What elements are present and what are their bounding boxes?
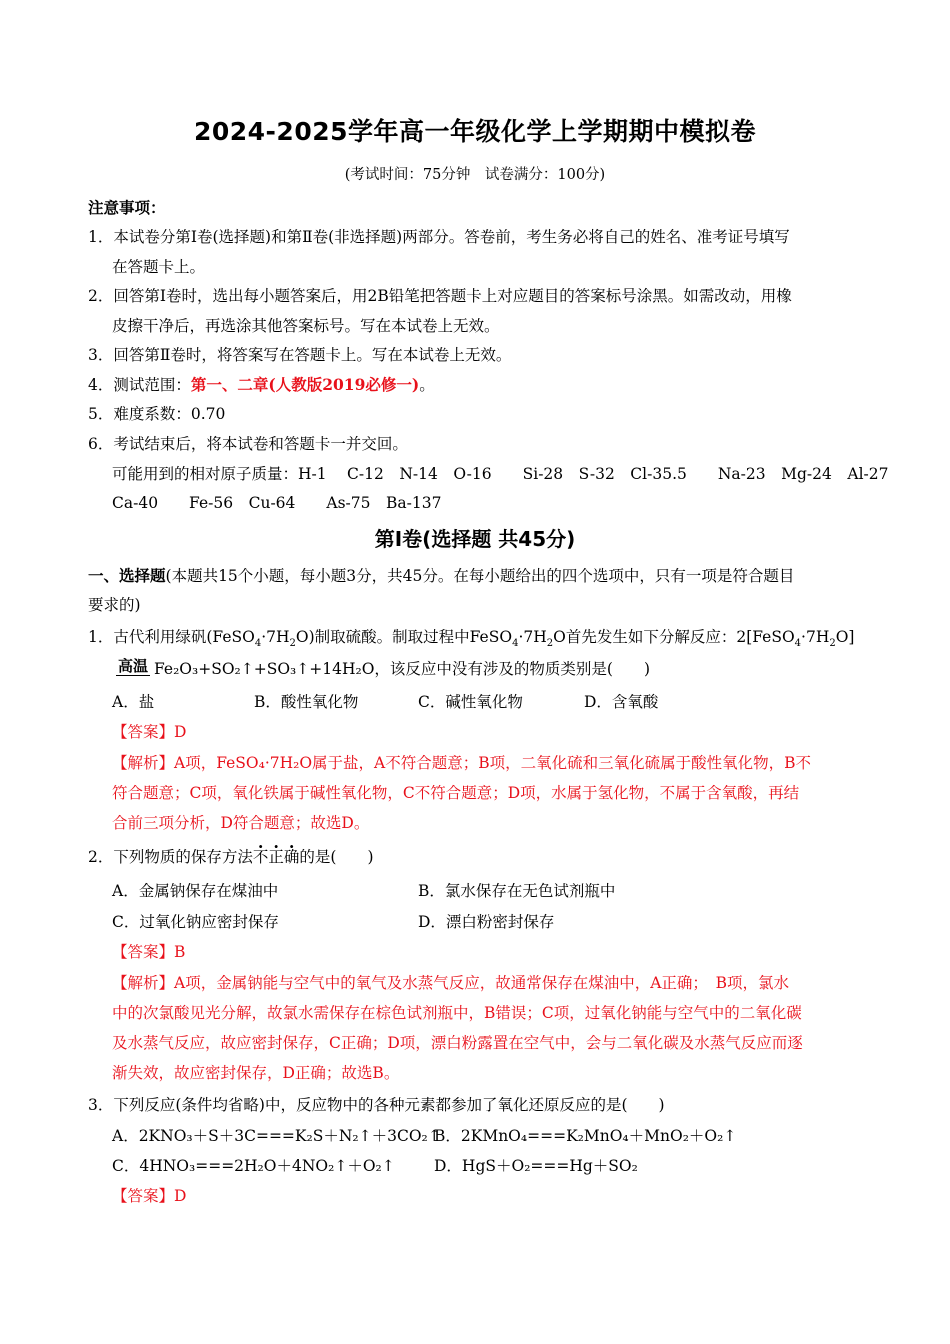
section-instruction-cont: 要求的) [88,596,141,614]
q1-text-g: O] [835,628,855,646]
atomic-masses-line-1: 可能用到的相对原子质量：H-1 C-12 N-14 O-16 Si-28 S-32 Cl-35.5 Na-23 Mg-24 Al-27 [112,465,889,483]
q1-answer: 【答案】D [112,723,187,741]
q3-option-c: C．4HNO₃===2H₂O＋4NO₂↑＋O₂↑ [112,1157,395,1175]
q1-option-d: D．含氧酸 [584,693,659,711]
q3-option-d: D．HgS＋O₂===Hg＋SO₂ [434,1157,638,1175]
reaction-condition: 高温 [118,657,149,675]
q1-equation-text: Fe₂O₃+SO₂↑+SO₃↑+14H₂O，该反应中没有涉及的物质类别是( ) [154,660,651,678]
notice-item-1: 1．本试卷分第Ⅰ卷(选择题)和第Ⅱ卷(非选择题)两部分。答卷前，考生务必将自己的姓名、准考证号填写 [88,228,790,246]
notice-item-1-cont: 在答题卡上。 [112,258,206,276]
atomic-masses-line-2: Ca-40 Fe-56 Cu-64 As-75 Ba-137 [112,494,442,512]
test-scope: 第一、二章(人教版2019必修一) [190,375,420,394]
q2-explanation-1: 【解析】A项，金属钠能与空气中的氧气及水蒸气反应，故通常保存在煤油中，A正确； B项，氯水 [112,974,790,992]
section-label: 一、选择题 [88,566,166,585]
q2-option-d: D．漂白粉密封保存 [418,913,555,931]
q1-text-d: ·7H [518,628,547,646]
emphasis-char-2: 正 [268,848,284,866]
q1-option-a: A．盐 [112,693,155,711]
page-title: 2024-2025学年高一年级化学上学期期中模拟卷 [193,117,757,146]
q1-text-b: ·7H [261,628,290,646]
q1-text-c: O)制取硫酸。制取过程中FeSO [295,628,513,646]
q2-answer: 【答案】B [112,943,186,961]
section-instruction [88,565,794,587]
q2-option-a: A．金属钠保存在煤油中 [112,882,279,900]
q2-text-pre: 2．下列物质的保存方法 [88,848,253,866]
notice-item-6: 6．考试结束后，将本试卷和答题卡一并交回。 [88,435,408,453]
q1-text-e: O首先发生如下分解反应：2[FeSO [553,628,795,646]
notice-item-2-cont: 皮擦干净后，再选涂其他答案标号。写在本试卷上无效。 [112,317,500,335]
q1-text-f: ·7H [801,628,830,646]
section-title: 第Ⅰ卷(选择题 共45分) [374,527,576,551]
notice-item-4-suffix: 。 [419,376,435,394]
question-3-stem: 3．下列反应(条件均省略)中，反应物中的各种元素都参加了氧化还原反应的是( ) [88,1096,665,1114]
q1-explanation-3: 合前三项分析，D符合题意；故选D。 [112,814,370,832]
q2-explanation-4: 渐失效，故应密封保存，D正确；故选B。 [112,1064,400,1082]
notice-item-4 [88,374,435,396]
q2-option-c: C．过氧化钠应密封保存 [112,913,279,931]
notice-heading: 注意事项： [88,198,166,217]
emphasis-char-3: 确 [283,848,300,866]
q1-explanation-2: 符合题意；C项，氧化铁属于碱性氧化物，C不符合题意；D项，水属于氢化物，不属于含氧酸，再结 [112,784,800,802]
notice-item-3: 3．回答第Ⅱ卷时，将答案写在答题卡上。写在本试卷上无效。 [88,346,512,364]
q2-option-b: B．氯水保存在无色试剂瓶中 [418,882,616,900]
emphasis-char-1: 不 [252,848,269,866]
q2-text-post: 的是( ) [299,848,374,866]
q1-option-c: C．碱性氧化物 [418,693,523,711]
exam-info: (考试时间：75分钟 试卷满分：100分) [344,167,606,183]
notice-item-4-prefix: 4．测试范围： [88,376,191,394]
section-instruction-text: (本题共15个小题，每小题3分，共45分。在每小题给出的四个选项中，只有一项是符合题目 [165,567,795,585]
question-1-equation [116,658,650,680]
q2-explanation-2: 中的次氯酸见光分解，故氯水需保存在棕色试剂瓶中，B错误；C项，过氧化钠能与空气中的二氧化碳 [112,1004,802,1022]
q3-option-b: B．2KMnO₄===K₂MnO₄＋MnO₂＋O₂↑ [434,1127,737,1145]
q1-option-b: B．酸性氧化物 [254,693,359,711]
q1-explanation-1: 【解析】A项，FeSO₄·7H₂O属于盐，A不符合题意；B项，二氧化硫和三氧化硫属于酸性氧化物，B不 [112,754,812,772]
question-2-stem [88,846,374,868]
q1-text-a: 1．古代利用绿矾(FeSO [88,628,255,646]
notice-item-5: 5．难度系数：0.70 [88,405,226,423]
q3-option-a: A．2KNO₃＋S＋3C===K₂S＋N₂↑＋3CO₂↑ [112,1127,441,1145]
q2-explanation-3: 及水蒸气反应，故应密封保存，C正确；D项，漂白粉露置在空气中，会与二氧化碳及水蒸气反应而逐 [112,1034,803,1052]
question-1-stem: 1．古代利用绿矾$(FeSO_4\cdot 7H_2O)$制取硫酸。制取过程中$FeSO_4\cdot 7H_2O$首先发生如下分解反应：$2[FeSO_4\cdot 7H_2O]$ [88,628,855,650]
q3-answer: 【答案】D [112,1187,187,1205]
notice-item-2: 2．回答第Ⅰ卷时，选出每小题答案后，用2B铅笔把答题卡上对应题目的答案标号涂黑。如需改动，用橡 [88,287,792,305]
